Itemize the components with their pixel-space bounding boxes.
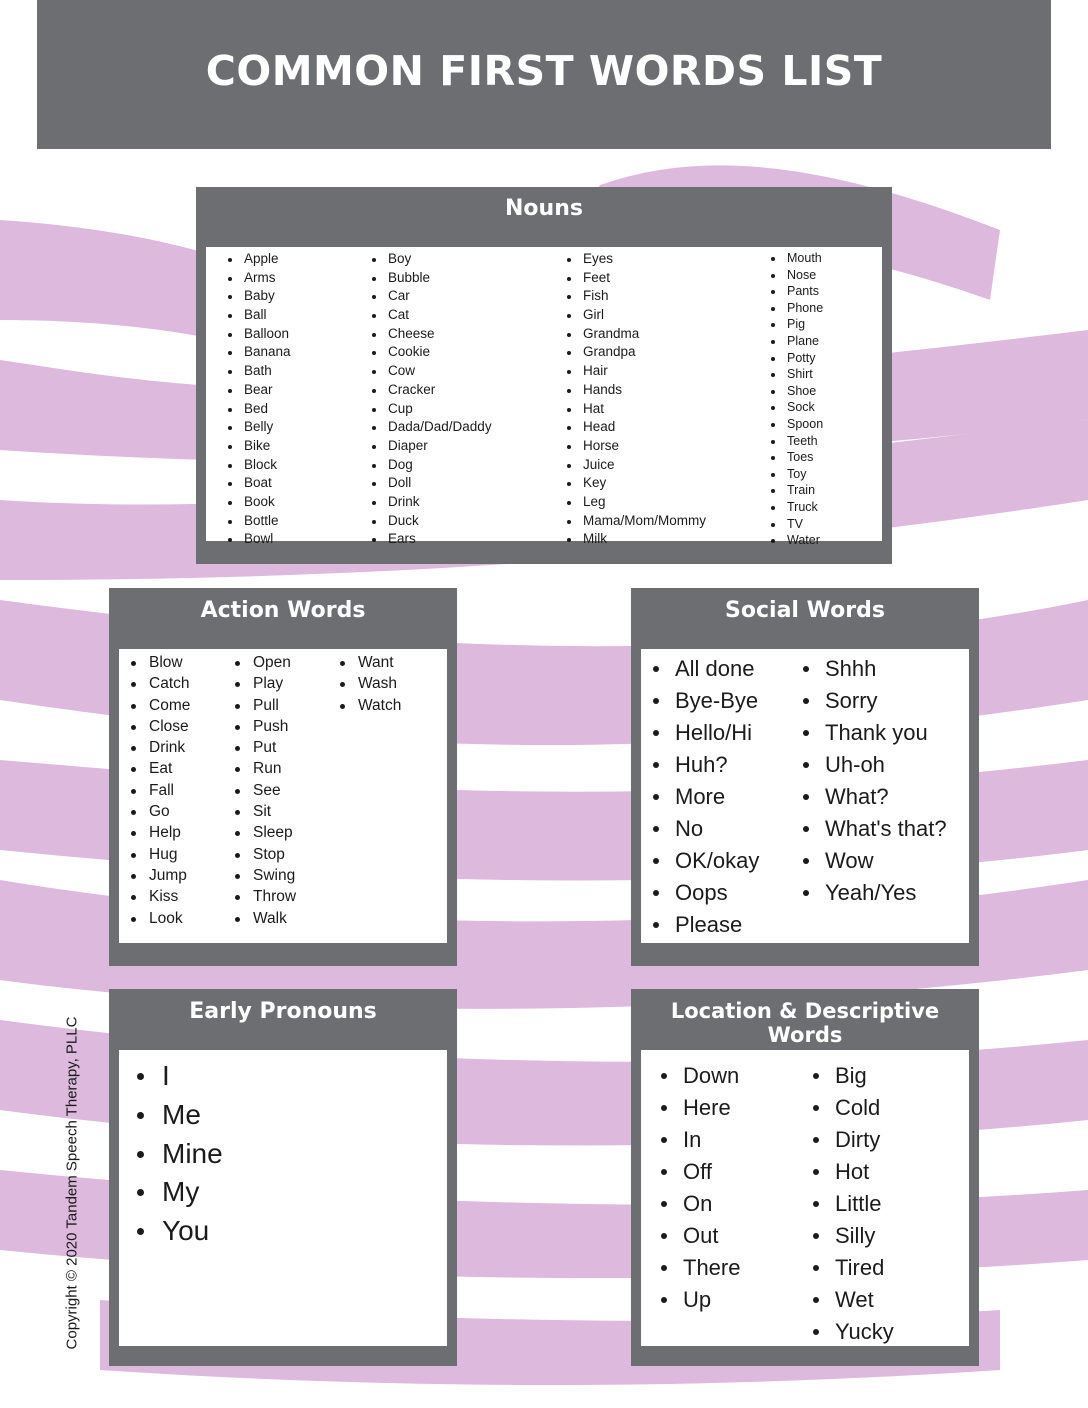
- list-item: Shoe: [768, 383, 823, 400]
- list-item: Hair: [564, 362, 706, 381]
- list-item: Cold: [811, 1092, 894, 1124]
- list-item: Horse: [564, 437, 706, 456]
- list-item: OK/okay: [651, 845, 759, 877]
- list-item: Duck: [369, 512, 492, 531]
- list-item: Shirt: [768, 366, 823, 383]
- list-item: Teeth: [768, 433, 823, 450]
- list-item: No: [651, 813, 759, 845]
- list-item: Cheese: [369, 325, 492, 344]
- list-item: Jump: [128, 865, 190, 886]
- list-item: Milk: [564, 530, 706, 549]
- list-item: Cow: [369, 362, 492, 381]
- list-item: You: [135, 1212, 223, 1251]
- social-words-title: Social Words: [725, 598, 885, 623]
- list-item: Mama/Mom/Mommy: [564, 512, 706, 531]
- list-item: Hands: [564, 381, 706, 400]
- list-item: Fish: [564, 287, 706, 306]
- list-item: Go: [128, 801, 190, 822]
- list-item: Potty: [768, 350, 823, 367]
- list-item: Eat: [128, 758, 190, 779]
- list-item: What?: [801, 781, 947, 813]
- list-item: Drink: [128, 737, 190, 758]
- copyright-notice: Copyright © 2020 Tandem Speech Therapy, PLLC: [63, 1016, 81, 1350]
- list-item: Boat: [225, 474, 291, 493]
- list-item: Banana: [225, 343, 291, 362]
- list-item: Hello/Hi: [651, 717, 759, 749]
- list-item: Water: [768, 532, 823, 549]
- list-item: Hat: [564, 400, 706, 419]
- list-item: Bye-Bye: [651, 685, 759, 717]
- list-item: Swing: [232, 865, 296, 886]
- list-item: Plane: [768, 333, 823, 350]
- list-item: Book: [225, 493, 291, 512]
- list-item: Here: [659, 1092, 740, 1124]
- list-item: There: [659, 1252, 740, 1284]
- list-item: Ears: [369, 530, 492, 549]
- list-item: Cracker: [369, 381, 492, 400]
- list-item: Car: [369, 287, 492, 306]
- list-item: Toy: [768, 466, 823, 483]
- list-item: Tired: [811, 1252, 894, 1284]
- list-item: Little: [811, 1188, 894, 1220]
- early-pronouns-list-panel: [119, 1050, 447, 1346]
- list-item: Yucky: [811, 1316, 894, 1348]
- list-item: Pull: [232, 695, 296, 716]
- nouns-list-panel: [206, 247, 882, 548]
- nouns-title: Nouns: [505, 196, 583, 221]
- action-words-column-1: [128, 652, 190, 929]
- list-item: Silly: [811, 1220, 894, 1252]
- list-item: Toes: [768, 449, 823, 466]
- list-item: Please: [651, 909, 759, 941]
- location-words-column: [659, 1060, 740, 1316]
- list-item: Cup: [369, 400, 492, 419]
- descriptive-words-column: [811, 1060, 894, 1348]
- list-item: Throw: [232, 886, 296, 907]
- action-words-column-2: [232, 652, 296, 929]
- list-item: Bike: [225, 437, 291, 456]
- list-item: Feet: [564, 269, 706, 288]
- list-item: Cat: [369, 306, 492, 325]
- list-item: Grandma: [564, 325, 706, 344]
- page-header: [37, 0, 1051, 149]
- social-words-card: [631, 588, 979, 966]
- list-item: Belly: [225, 418, 291, 437]
- list-item: Nose: [768, 267, 823, 284]
- action-words-column-3: [337, 652, 401, 716]
- list-item: Want: [337, 652, 401, 673]
- list-item: Sock: [768, 399, 823, 416]
- list-item: Arms: [225, 269, 291, 288]
- list-item: Yeah/Yes: [801, 877, 947, 909]
- list-item: Dirty: [811, 1124, 894, 1156]
- list-item: Fall: [128, 780, 190, 801]
- list-item: More: [651, 781, 759, 813]
- list-item: My: [135, 1173, 223, 1212]
- list-item: Pants: [768, 283, 823, 300]
- list-item: Oops: [651, 877, 759, 909]
- list-item: Sorry: [801, 685, 947, 717]
- list-item: Dog: [369, 456, 492, 475]
- list-item: Head: [564, 418, 706, 437]
- list-item: Sleep: [232, 822, 296, 843]
- list-item: Wow: [801, 845, 947, 877]
- list-item: Dada/Dad/Daddy: [369, 418, 492, 437]
- list-item: All done: [651, 653, 759, 685]
- list-item: Bed: [225, 400, 291, 419]
- list-item: Open: [232, 652, 296, 673]
- list-item: Doll: [369, 474, 492, 493]
- list-item: Big: [811, 1060, 894, 1092]
- nouns-column-4: [768, 250, 823, 549]
- list-item: Diaper: [369, 437, 492, 456]
- list-item: Look: [128, 908, 190, 929]
- location-descriptive-list-panel: [641, 1050, 969, 1346]
- list-item: Up: [659, 1284, 740, 1316]
- list-item: Bear: [225, 381, 291, 400]
- nouns-column-3: [564, 250, 706, 549]
- list-item: Grandpa: [564, 343, 706, 362]
- list-item: Bubble: [369, 269, 492, 288]
- social-words-column-1: [651, 653, 759, 941]
- action-words-title: Action Words: [200, 598, 366, 623]
- list-item: Pig: [768, 316, 823, 333]
- list-item: Wash: [337, 673, 401, 694]
- list-item: Bottle: [225, 512, 291, 531]
- list-item: Mine: [135, 1135, 223, 1174]
- early-pronouns-title: Early Pronouns: [189, 999, 377, 1024]
- list-item: Block: [225, 456, 291, 475]
- social-words-list-panel: [641, 649, 969, 943]
- list-item: Thank you: [801, 717, 947, 749]
- list-item: Train: [768, 482, 823, 499]
- list-item: Push: [232, 716, 296, 737]
- list-item: TV: [768, 516, 823, 533]
- list-item: Mouth: [768, 250, 823, 267]
- list-item: Shhh: [801, 653, 947, 685]
- list-item: Me: [135, 1096, 223, 1135]
- list-item: I: [135, 1057, 223, 1096]
- page-title: COMMON FIRST WORDS LIST: [205, 46, 883, 95]
- list-item: Sit: [232, 801, 296, 822]
- early-pronouns-card: [109, 989, 457, 1366]
- early-pronouns-column: [135, 1057, 223, 1251]
- list-item: Watch: [337, 695, 401, 716]
- location-descriptive-card: [631, 989, 979, 1366]
- list-item: Close: [128, 716, 190, 737]
- list-item: Put: [232, 737, 296, 758]
- list-item: Wet: [811, 1284, 894, 1316]
- list-item: Apple: [225, 250, 291, 269]
- list-item: Leg: [564, 493, 706, 512]
- list-item: Blow: [128, 652, 190, 673]
- list-item: Drink: [369, 493, 492, 512]
- nouns-card: [196, 187, 892, 564]
- location-descriptive-title: Location & Descriptive Words: [670, 999, 940, 1047]
- list-item: Balloon: [225, 325, 291, 344]
- list-item: Down: [659, 1060, 740, 1092]
- action-words-list-panel: [119, 649, 447, 943]
- list-item: Spoon: [768, 416, 823, 433]
- list-item: Key: [564, 474, 706, 493]
- list-item: Juice: [564, 456, 706, 475]
- list-item: Help: [128, 822, 190, 843]
- list-item: Stop: [232, 844, 296, 865]
- list-item: Kiss: [128, 886, 190, 907]
- list-item: Baby: [225, 287, 291, 306]
- list-item: Bath: [225, 362, 291, 381]
- list-item: On: [659, 1188, 740, 1220]
- list-item: Boy: [369, 250, 492, 269]
- list-item: See: [232, 780, 296, 801]
- list-item: Girl: [564, 306, 706, 325]
- list-item: Ball: [225, 306, 291, 325]
- list-item: What's that?: [801, 813, 947, 845]
- list-item: Uh-oh: [801, 749, 947, 781]
- social-words-column-2: [801, 653, 947, 909]
- list-item: Walk: [232, 908, 296, 929]
- nouns-column-2: [369, 250, 492, 549]
- list-item: Play: [232, 673, 296, 694]
- list-item: Off: [659, 1156, 740, 1188]
- list-item: Run: [232, 758, 296, 779]
- list-item: Eyes: [564, 250, 706, 269]
- list-item: Bowl: [225, 530, 291, 549]
- list-item: Huh?: [651, 749, 759, 781]
- action-words-card: [109, 588, 457, 966]
- list-item: Phone: [768, 300, 823, 317]
- list-item: Cookie: [369, 343, 492, 362]
- nouns-column-1: [225, 250, 291, 549]
- list-item: Hot: [811, 1156, 894, 1188]
- list-item: Catch: [128, 673, 190, 694]
- list-item: Come: [128, 695, 190, 716]
- list-item: In: [659, 1124, 740, 1156]
- list-item: Out: [659, 1220, 740, 1252]
- list-item: Truck: [768, 499, 823, 516]
- list-item: Hug: [128, 844, 190, 865]
